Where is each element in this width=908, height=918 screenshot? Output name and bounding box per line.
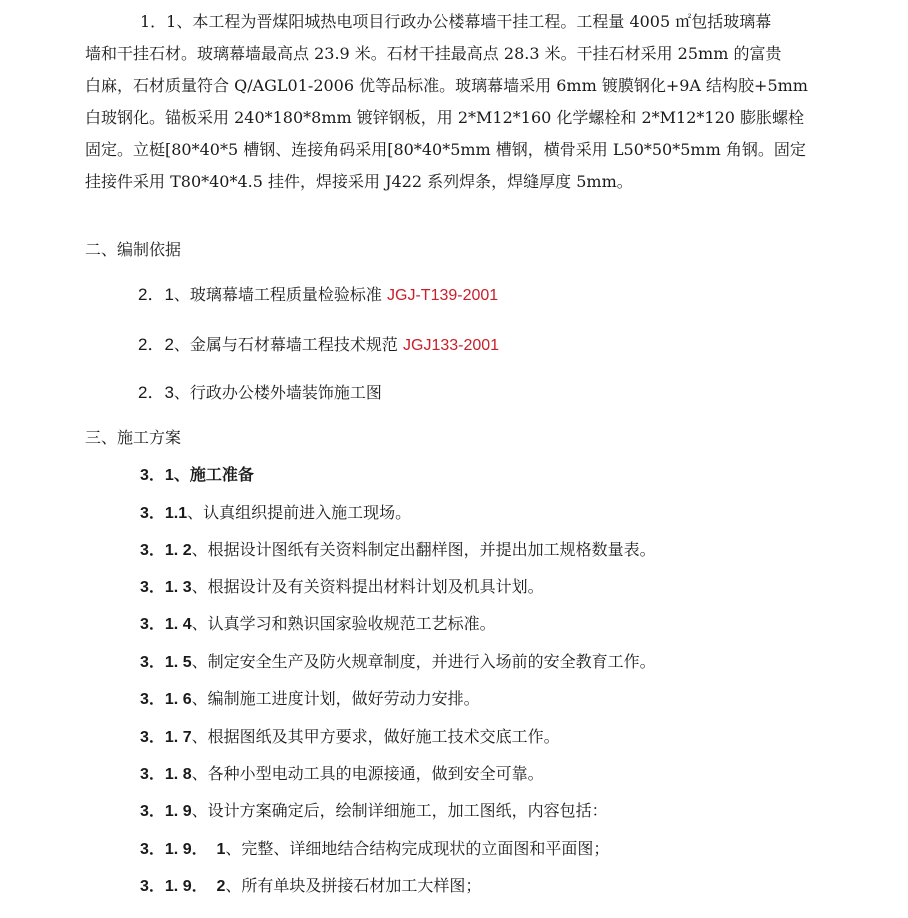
item-text: 、施工准备 — [173, 465, 254, 484]
list-item — [140, 689, 480, 710]
item-number: 3．1. 6 — [140, 691, 192, 708]
item-text: 、制定安全生产及防火规章制度，并进行入场前的安全教育工作。 — [191, 652, 656, 671]
item-number: 3．1. 7 — [140, 729, 192, 746]
intro-line: 墙和干挂石材。玻璃幕墙最高点 23.9 米。石材干挂最高点 28.3 米。干挂石材采用 25mm 的富贵 — [85, 44, 782, 63]
section-heading: 三、施工方案 — [85, 428, 182, 447]
standard-code: JGJ-T139-2001 — [387, 287, 499, 304]
item-text: 、设计方案确定后，绘制详细施工，加工图纸，内容包括： — [191, 801, 608, 820]
item-text: 、根据图纸及其甲方要求，做好施工技术交底工作。 — [191, 727, 560, 746]
list-item — [138, 335, 499, 356]
item-text: 、各种小型电动工具的电源接通，做到安全可靠。 — [191, 764, 544, 783]
item-number: 3．1. 8 — [140, 766, 192, 783]
intro-line: 挂接件采用 T80*40*4.5 挂件，焊接采用 J422 系列焊条，焊缝厚度 5mm。 — [85, 172, 633, 191]
list-item — [140, 876, 481, 897]
item-text: 、行政办公楼外墙装饰施工图 — [173, 383, 382, 402]
item-text: 、所有单块及拼接石材加工大样图； — [225, 876, 482, 895]
intro-line: 固定。立梃[80*40*5 槽钢、连接角码采用[80*40*5mm 槽钢，横骨采用 L50*50*5mm 角钢。固定 — [85, 140, 806, 159]
sub-heading — [140, 465, 254, 486]
intro-paragraph — [85, 6, 845, 198]
item-number: 3．1. 9． 1 — [140, 841, 226, 858]
list-item — [140, 652, 656, 673]
item-number: 2．3 — [138, 383, 174, 402]
item-number: 3．1. 9． 2 — [140, 878, 226, 895]
list-item — [140, 614, 496, 635]
item-text: 、根据设计图纸有关资料制定出翻样图，并提出加工规格数量表。 — [191, 540, 656, 559]
item-number: 2．2 — [138, 335, 174, 354]
item-text: 、玻璃幕墙工程质量检验标准 — [173, 285, 388, 304]
list-item — [140, 839, 609, 860]
intro-line: 1．1、本工程为晋煤阳城热电项目行政办公楼幕墙干挂工程。工程量 4005 ㎡包括玻璃幕 — [140, 12, 772, 31]
list-item — [140, 503, 411, 524]
list-item — [140, 764, 544, 785]
item-text: 、金属与石材幕墙工程技术规范 — [173, 335, 404, 354]
section-heading: 二、编制依据 — [85, 240, 182, 259]
item-number: 3．1 — [140, 467, 174, 484]
item-number: 2．1 — [138, 285, 174, 304]
intro-line: 白玻钢化。锚板采用 240*180*8mm 镀锌钢板，用 2*M12*160 化学螺栓和 2*M12*120 膨胀螺栓 — [85, 108, 805, 127]
standard-code: JGJ133-2001 — [403, 337, 500, 354]
list-item — [138, 383, 382, 403]
item-text: 、根据设计及有关资料提出材料计划及机具计划。 — [191, 577, 544, 596]
list-item — [138, 285, 498, 306]
item-text: 、认真学习和熟识国家验收规范工艺标准。 — [191, 614, 496, 633]
item-number: 3．1. 2 — [140, 542, 192, 559]
item-number: 3．1.1 — [140, 505, 188, 522]
item-text: 、认真组织提前进入施工现场。 — [187, 503, 412, 522]
list-item — [140, 577, 544, 598]
item-number: 3．1. 9 — [140, 803, 192, 820]
list-item — [140, 727, 560, 748]
item-number: 3．1. 4 — [140, 616, 192, 633]
list-item — [140, 540, 656, 561]
intro-line: 白麻，石材质量符合 Q/AGL01-2006 优等品标准。玻璃幕墙采用 6mm 镀膜钢化+9A 结构胶+5mm — [85, 76, 808, 95]
item-text: 、完整、详细地结合结构完成现状的立面图和平面图； — [225, 839, 610, 858]
item-number: 3．1. 3 — [140, 579, 192, 596]
item-text: 、编制施工进度计划，做好劳动力安排。 — [191, 689, 480, 708]
list-item — [140, 801, 608, 822]
item-number: 3．1. 5 — [140, 654, 192, 671]
